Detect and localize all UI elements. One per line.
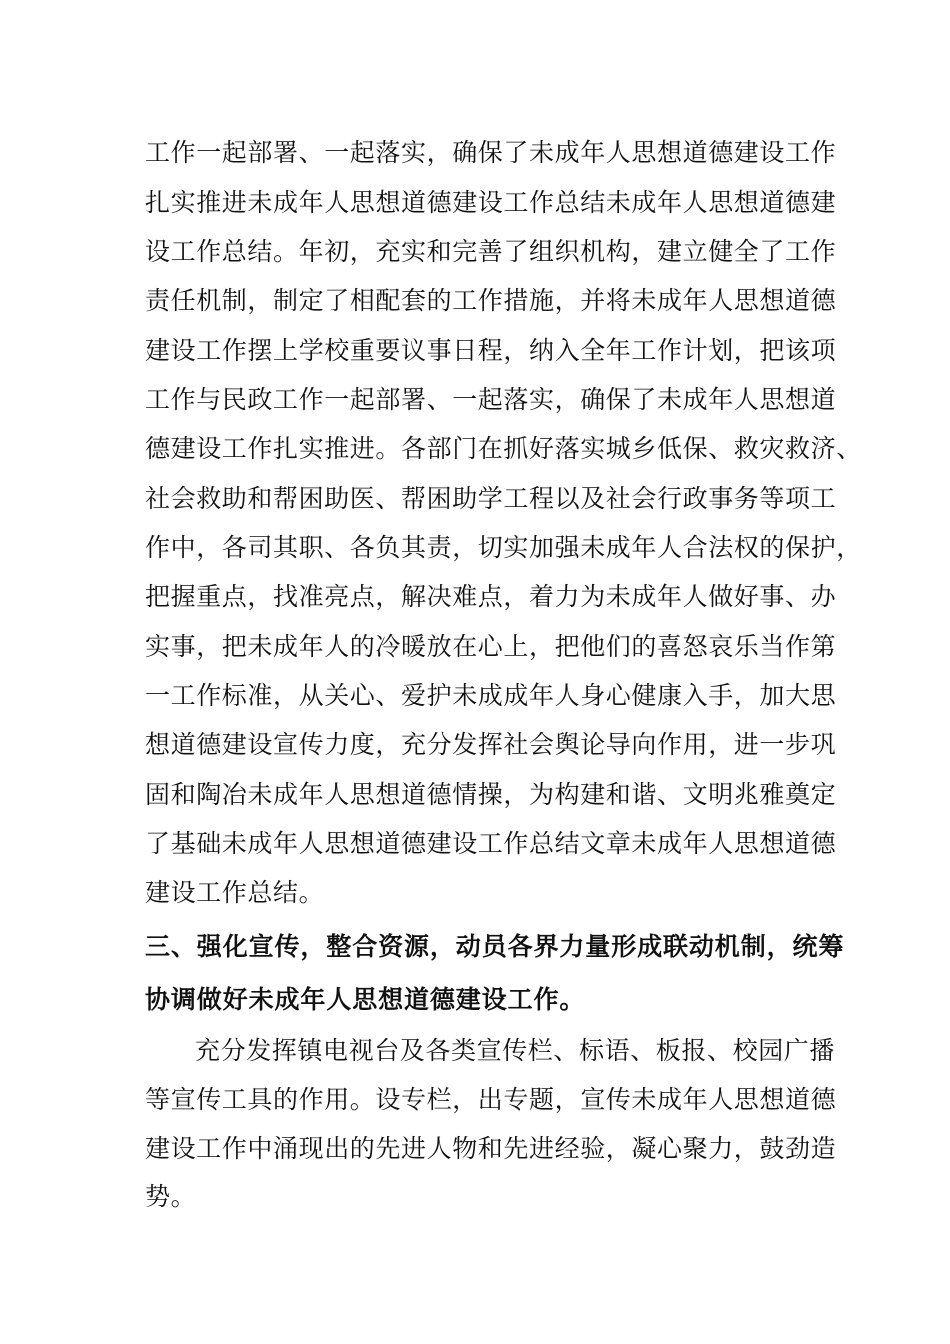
text-line: 充分发挥镇电视台及各类宣传栏、标语、板报、校园广播 <box>195 1036 836 1065</box>
heading-line: 三、强化宣传，整合资源，动员各界力量形成联动机制，统筹 <box>145 932 845 961</box>
text-line: 工作与民政工作一起部署、一起落实，确保了未成年人思想道 <box>145 385 837 414</box>
text-line: 建设工作总结。 <box>145 878 325 907</box>
text-line: 建设工作摆上学校重要议事日程，纳入全年工作计划，把该项 <box>145 336 837 365</box>
text-line: 德建设工作扎实推进。各部门在抓好落实城乡低保、救灾救济、 <box>145 434 862 463</box>
heading-line: 协调做好未成年人思想道德建设工作。 <box>145 985 586 1014</box>
text-line: 工作一起部署、一起落实，确保了未成年人思想道德建设工作 <box>145 138 837 167</box>
text-line: 责任机制，制定了相配套的工作措施，并将未成年人思想道德 <box>145 286 837 315</box>
text-line: 作中，各司其职、各负其责，切实加强未成年人合法权的保护， <box>145 533 862 562</box>
text-line: 固和陶冶未成年人思想道德情操，为构建和谐、文明兆雅奠定 <box>145 780 837 809</box>
text-line: 设工作总结。年初，充实和完善了组织机构，建立健全了工作 <box>145 237 837 266</box>
text-line: 建设工作中涌现出的先进人物和先进经验，凝心聚力，鼓劲造 <box>145 1134 837 1163</box>
text-line: 社会救助和帮困助医、帮困助学工程以及社会行政事务等项工 <box>145 484 837 513</box>
text-line: 等宣传工具的作用。设专栏，出专题，宣传未成年人思想道德 <box>145 1085 837 1114</box>
text-line: 扎实推进未成年人思想道德建设工作总结未成年人思想道德建 <box>145 188 837 217</box>
text-line: 想道德建设宣传力度，充分发挥社会舆论导向作用，进一步巩 <box>145 730 837 759</box>
text-line: 把握重点，找准亮点，解决难点，着力为未成年人做好事、办 <box>145 582 837 611</box>
text-line: 了基础未成年人思想道德建设工作总结文章未成年人思想道德 <box>145 829 837 858</box>
text-line: 势。 <box>145 1182 197 1211</box>
text-line: 实事，把未成年人的冷暖放在心上，把他们的喜怒哀乐当作第 <box>145 632 837 661</box>
text-line: 一工作标准，从关心、爱护未成成年人身心健康入手，加大思 <box>145 681 837 710</box>
